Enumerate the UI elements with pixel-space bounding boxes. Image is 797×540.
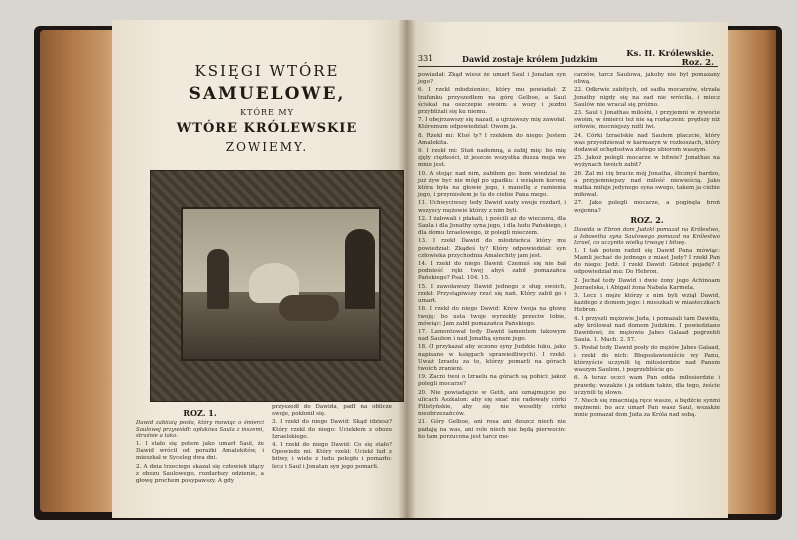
engraving-scene [181,207,381,361]
left-text-column-2 [272,404,392,472]
verse: 3. I rzekł do niego Dawid: Skąd idziesz? Który rzekł do niego: Uciekłem z obozu Izraelskiego. [272,419,392,440]
chapter-heading: ROZ. 2. [630,214,664,225]
verse: 13. I rzekł Dawid do młodzieńca który mu powiedział: Zkądeś ty? Który odpowiedział: syn człowieka przychodnia Amalechity jam jest. [418,238,566,259]
verse: 2. Jechał tedy Dawid i dwie żony jego Achinoam Jezraelska, i Abigail żona Nabala Karmela. [574,277,720,291]
book-label-line-1: Ks. II. Królewskie. [626,49,714,59]
verse: powiadał: Zkąd wiesz że umarł Saul i Jonatan syn jego? [418,72,566,86]
verse: 1. I stało się potem jako umarł Saul, że Dawid wrócił od porażki Amalekitów, i mieszkał w Syceleg dwa dni. [136,440,264,462]
verse: 18. (I przykazał aby uczono syny Judzkie łuku, jako napisano w księgach sprawiedliwych). I rzekł: Uważ Izraelu za te, którzy pomarli na górach twoich zranieni. [418,344,566,372]
verse: 1. I tak potem radził się Dawid Pana mówiąc: Mamli jechać do jednego z miast Judy? I rzekł Pan do niego: Jedź. I rzekł Dawid: Gdzież pojadę? I odpowiedział mu: Do Hebron. [574,247,720,276]
verse: 4. I przyszli mężowie Juda, i pomazali tam Dawida, aby królował nad domem Judzkim. I powiedziano Dawidowi, że mężowie Jabes Galaad pogrzebli Saula. 1. Mach. 2. 57. [574,315,720,344]
verse: 17. Lamentował tedy Dawid lamentem takowym nad Saulem i nad Jonathą synem jego. [418,328,566,343]
running-title: Dawid zostaje królem Judzkim [462,54,598,64]
verse: 6. I rzekł młodzieniec, który mu powiadał: Z trafunku przyszedłem na górę Gelboe, a Saul ściskał na oszczepie swoim: a wozy i jezdni przybliżali się ku niemu. [418,87,566,116]
standing-figure [207,249,229,309]
verse: 24. Córki Izraelskie nad Saulem płaczcie, który was przyodziewał w karmazyn w rozkoszach, który dodawał ochędostwa złotego ubiorom waszym. [574,132,720,154]
title-line-1: KSIĘGI WTÓRE [194,62,340,80]
verse: 21. Góry Gelboe, ani rosa ani deszcz niech nie padają na was, ani role niech nie będą pierwocin: bo tam porzucona jest tarcz mo- [418,419,566,440]
verse: 9. I rzekł mi: Stań nademną, a zabij mię: bo mię zjęły ciężkości, iż jeszcze wszystka dusza moja we mnie jest. [418,148,566,169]
verse: 5. Posłał tedy Dawid posły do mężów Jabes Galaad, i rzekł do nich: Błogosławieniście wy Panu, którzyście uczynili tę miłosierdzie nad Panem waszym Saulem, i pogrzebliście go. [574,345,720,374]
page-edges-left [40,30,122,512]
verse: 25. Jakoż polegli mocarze w bitwie? Jonathas na wyżynach twoich zabit? [574,155,720,169]
verse: 22. Odkrwie zabitych, od sadła mocarzów, strzała Jonathy nigdy się na zad nie wróciła, i miecz Saulów nie wracał się próżno. [574,87,720,108]
verse: 8. Rzekł mi: Ktoś ty? I rzekłem do niego: Jestem Amalekita. [418,132,566,146]
chapter-summary: Dawida w Ebron dom Judzki pomazał na Królestwo, a Isbosetha syna Saulowego pomazał na Królestwo Izrael, co uczyniło wielką trwogę i bitwę. [574,227,720,247]
fallen-figure [279,295,339,321]
right-text-column-2 [574,72,720,421]
verse: przyszedł do Dawida, padł na oblicze swoje, pokłonił się. [272,404,392,418]
book-gutter [398,20,416,518]
title-line-4: WTÓRE KRÓLEWSKIE [176,121,358,136]
right-page [406,22,728,518]
verse: 27. Jako polegli mocarze, a poginęła broń wojenna? [574,200,720,214]
verse: 4. I rzekł do niego Dawid: Co się stało? Opowiedz mi. Który rzekł: Uciekł lud z bitwy, i wiele z ludu poległo i pomarło: lecz i Saul i Jonatan syn jego pomarli. [272,442,392,470]
verse: 23. Saul i Jonathas miłośni, i przyjemni w żywocie swoim, w śmierci też nie są rozłączeni: prędszy niż orłowie, mocniejszy niźli lwi. [574,110,720,131]
page-edges-right [724,30,776,514]
verse: 12. I żałowali i płakali, i pościli aż do wieczora, dla Saula i dla Jonathy syna jego, i dla ludu Pańskiego, i dla domu Izraelowego, iż polegli mieczem. [418,215,566,237]
verse: 16. I rzekł do niego Dawid: Krew twoja na głowę twoję: bo usta twoje wyrzekły przeciw tobie, mówiąc: Jam zabił pomazańca Pańskiego. [418,306,566,327]
book-label-line-2: Roz. 2. [681,58,714,68]
verse: 14. I rzekł do niego Dawid: Czemuś się nie bał podnieść ręki twej abyś zabił pomazańca Pańskiego? Psal. 104. 15. [418,261,566,282]
verse: 7. Niech się zmacniają ręce wasze, a będźcie synmi mężnemi: bo acz umarł Pan wasz Saul, wszakże mnie pomazał dom Juda za Króla nad sobą. [574,397,720,419]
chapter-heading: ROZ. 1. [183,408,217,418]
verse: 11. Uchwyciwszy tedy Dawid szaty swoje rozdarł, i wszyscy mężowie którzy z nim byli. [418,200,566,214]
verse: 6. A teraz oczci wam Pan odda miłosierdzie i prawdę: wszakże i ja oddam także, dla tego, żeście uczynili tę słowo. [574,375,720,396]
title-line-5: ZOWIEMY. [225,140,309,154]
verse: 15. I zawoławszy Dawid jednego z sług swoich, rzekł: Przystąpiwszy rzuć się nań. Który zabił go i umarł. [418,283,566,305]
title-line-3: KTÓRE MY [240,108,294,117]
scene-tree [345,229,375,309]
verse: 20. Nie powiadajcie w Geth, ani oznajmujcie po ulicach Aszkalon: aby się snać nie radowały córki Filistyńskie, aby się nie weseliły córki nieobrzezańców. [418,389,566,418]
chapter-summary: Dawid zabiiaią posła, który mowiąc o śmierci Saulowej przywiódł: opłakiwa Saula z inszemi, straśnie a tako. [136,420,264,440]
verse: 26. Żal mi cię bracie mój Jonatha, ślicznyś bardzo, a przyjemniejszy nad miłość niewieścią. Jako matka miłuje jedynego syna swego, takem ja ciebie miłował. [574,170,720,199]
page-number: 331 [418,54,434,63]
verse: 7. I obejrzawszy się nazad, a ujrzawszy mię zawołał. Któremum odpowiedział: Owom ja. [418,117,567,131]
verse: 19. Zacni twoi o Izraelu na górach są pobici: jakoż polegli mocarze? [418,374,566,388]
running-header [418,49,718,68]
verse: 10. A stojąc nad nim, zabiłem go: bom wiedział że już żyw być nie mógł po upadku: i wziąłem koronę która była na głowie jego, i manellę z ramienia jego, i przyniosłem je tu do ciebie Pana mego. [418,170,566,199]
left-text-column-1 [136,408,264,486]
title-line-2: SAMUELOWE, [188,84,346,104]
verse: 2. A dnia trzeciego skazał się człowiek idący z obozu Saulowego, rozdarłszy odzienie, a głowę prochem posypawszy. A gdy [136,463,264,484]
left-page [112,20,408,518]
book-title [152,62,382,154]
verse: 3. Lecz i męże którzy z nim byli wziął Dawid, każdego z domem jego: i mieszkali w miasteczkach Hebron. [574,293,720,314]
book-label [626,50,714,68]
verse: carzów, tarcz Saulowa, jakoby nie był pomazany oliwą. [574,72,720,86]
right-text-column-1 [418,72,566,442]
engraving-illustration [150,170,404,402]
